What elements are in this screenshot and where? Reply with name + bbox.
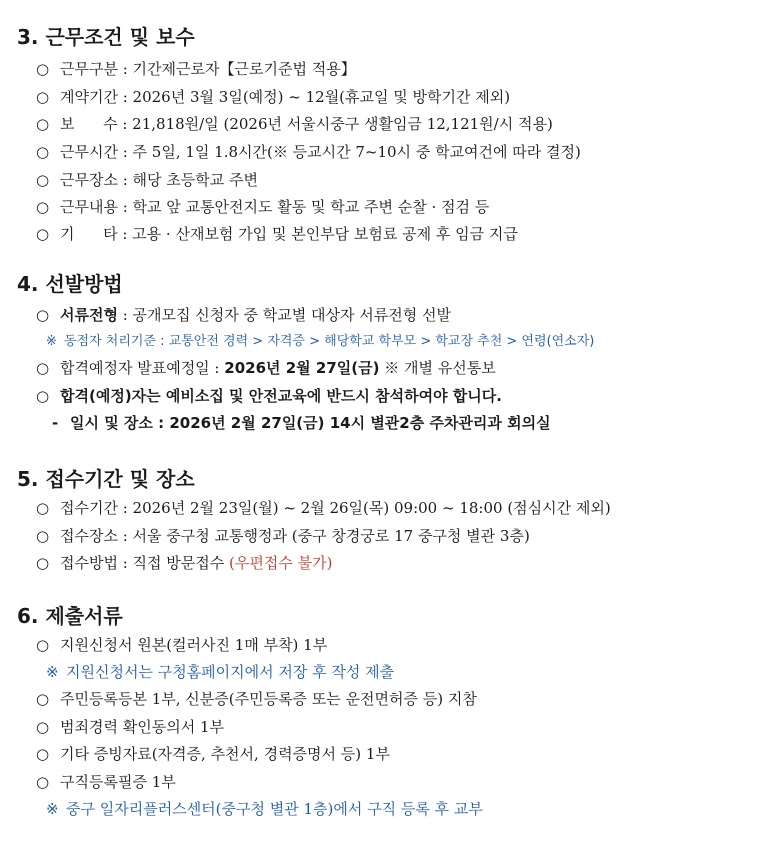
notice-mandatory-attendance: ○ 합격(예정)자는 예비소집 및 안전교육에 반드시 참석하여야 합니다. xyxy=(36,387,502,405)
list-item: ○ 근무장소 : 해당 초등학교 주변 xyxy=(36,171,259,189)
list-item: ○ 범죄경력 확인동의서 1부 xyxy=(36,718,224,736)
list-item: ○ 합격예정자 발표예정일 : 2026년 2월 27일(금) ※ 개별 유선통보 xyxy=(36,359,496,377)
note-application-form: ※ 지원신청서는 구청홈페이지에서 저장 후 작성 제출 xyxy=(46,663,395,681)
list-item: ○ 근무구분 : 기간제근로자【근로기준법 적용】 xyxy=(36,60,356,78)
note-job-registration: ※ 중구 일자리플러스센터(중구청 별관 1층)에서 구직 등록 후 교부 xyxy=(46,800,483,818)
list-item-schedule: - 일시 및 장소 : 2026년 2월 27일(금) 14시 별관2층 주차관리과 회의실 xyxy=(52,414,551,432)
section-title-application-period: 5. 접수기간 및 장소 xyxy=(17,467,195,491)
list-item: ○ 접수기간 : 2026년 2월 23일(월) ~ 2월 26일(목) 09:00 ~ 18:00 (점심시간 제외) xyxy=(36,499,611,517)
list-item: ○ 서류전형 : 공개모집 신청자 중 학교별 대상자 서류전형 선발 xyxy=(36,306,451,324)
list-item: ○ 근무내용 : 학교 앞 교통안전지도 활동 및 학교 주변 순찰 · 점검 등 xyxy=(36,198,490,216)
list-item: ○ 보 수 : 21,818원/일 (2026년 서울시중구 생활임금 12,121원/시 적용) xyxy=(36,115,553,133)
section-title-work-conditions: 3. 근무조건 및 보수 xyxy=(17,25,195,49)
no-mail-notice: (우편접수 불가) xyxy=(229,554,333,572)
list-item: ○ 근무시간 : 주 5일, 1일 1.8시간(※ 등교시간 7~10시 중 학교여건에 따라 결정) xyxy=(36,143,581,161)
note-tie-break: ※ 동점자 처리기준 : 교통안전 경력 > 자격증 > 해당학교 학부모 > 학교장 추천 > 연령(연소자) xyxy=(46,334,595,349)
section-title-selection: 4. 선발방법 xyxy=(17,272,123,296)
list-item: ○ 구직등록필증 1부 xyxy=(36,773,176,791)
list-item: ○ 접수방법 : 직접 방문접수 (우편접수 불가) xyxy=(36,554,333,572)
list-item: ○ 기 타 : 고용 · 산재보험 가입 및 본인부담 보험료 공제 후 임금 지급 xyxy=(36,225,518,243)
list-item: ○ 지원신청서 원본(컬러사진 1매 부착) 1부 xyxy=(36,636,328,654)
list-item: ○ 기타 증빙자료(자격증, 추천서, 경력증명서 등) 1부 xyxy=(36,745,390,763)
list-item: ○ 접수장소 : 서울 중구청 교통행정과 (중구 창경궁로 17 중구청 별관 3층) xyxy=(36,527,530,545)
list-item: ○ 계약기간 : 2026년 3월 3일(예정) ~ 12월(휴교일 및 방학기간 제외) xyxy=(36,88,511,106)
list-item: ○ 주민등록등본 1부, 신분증(주민등록증 또는 운전면허증 등) 지참 xyxy=(36,690,477,708)
section-title-documents: 6. 제출서류 xyxy=(17,604,123,628)
